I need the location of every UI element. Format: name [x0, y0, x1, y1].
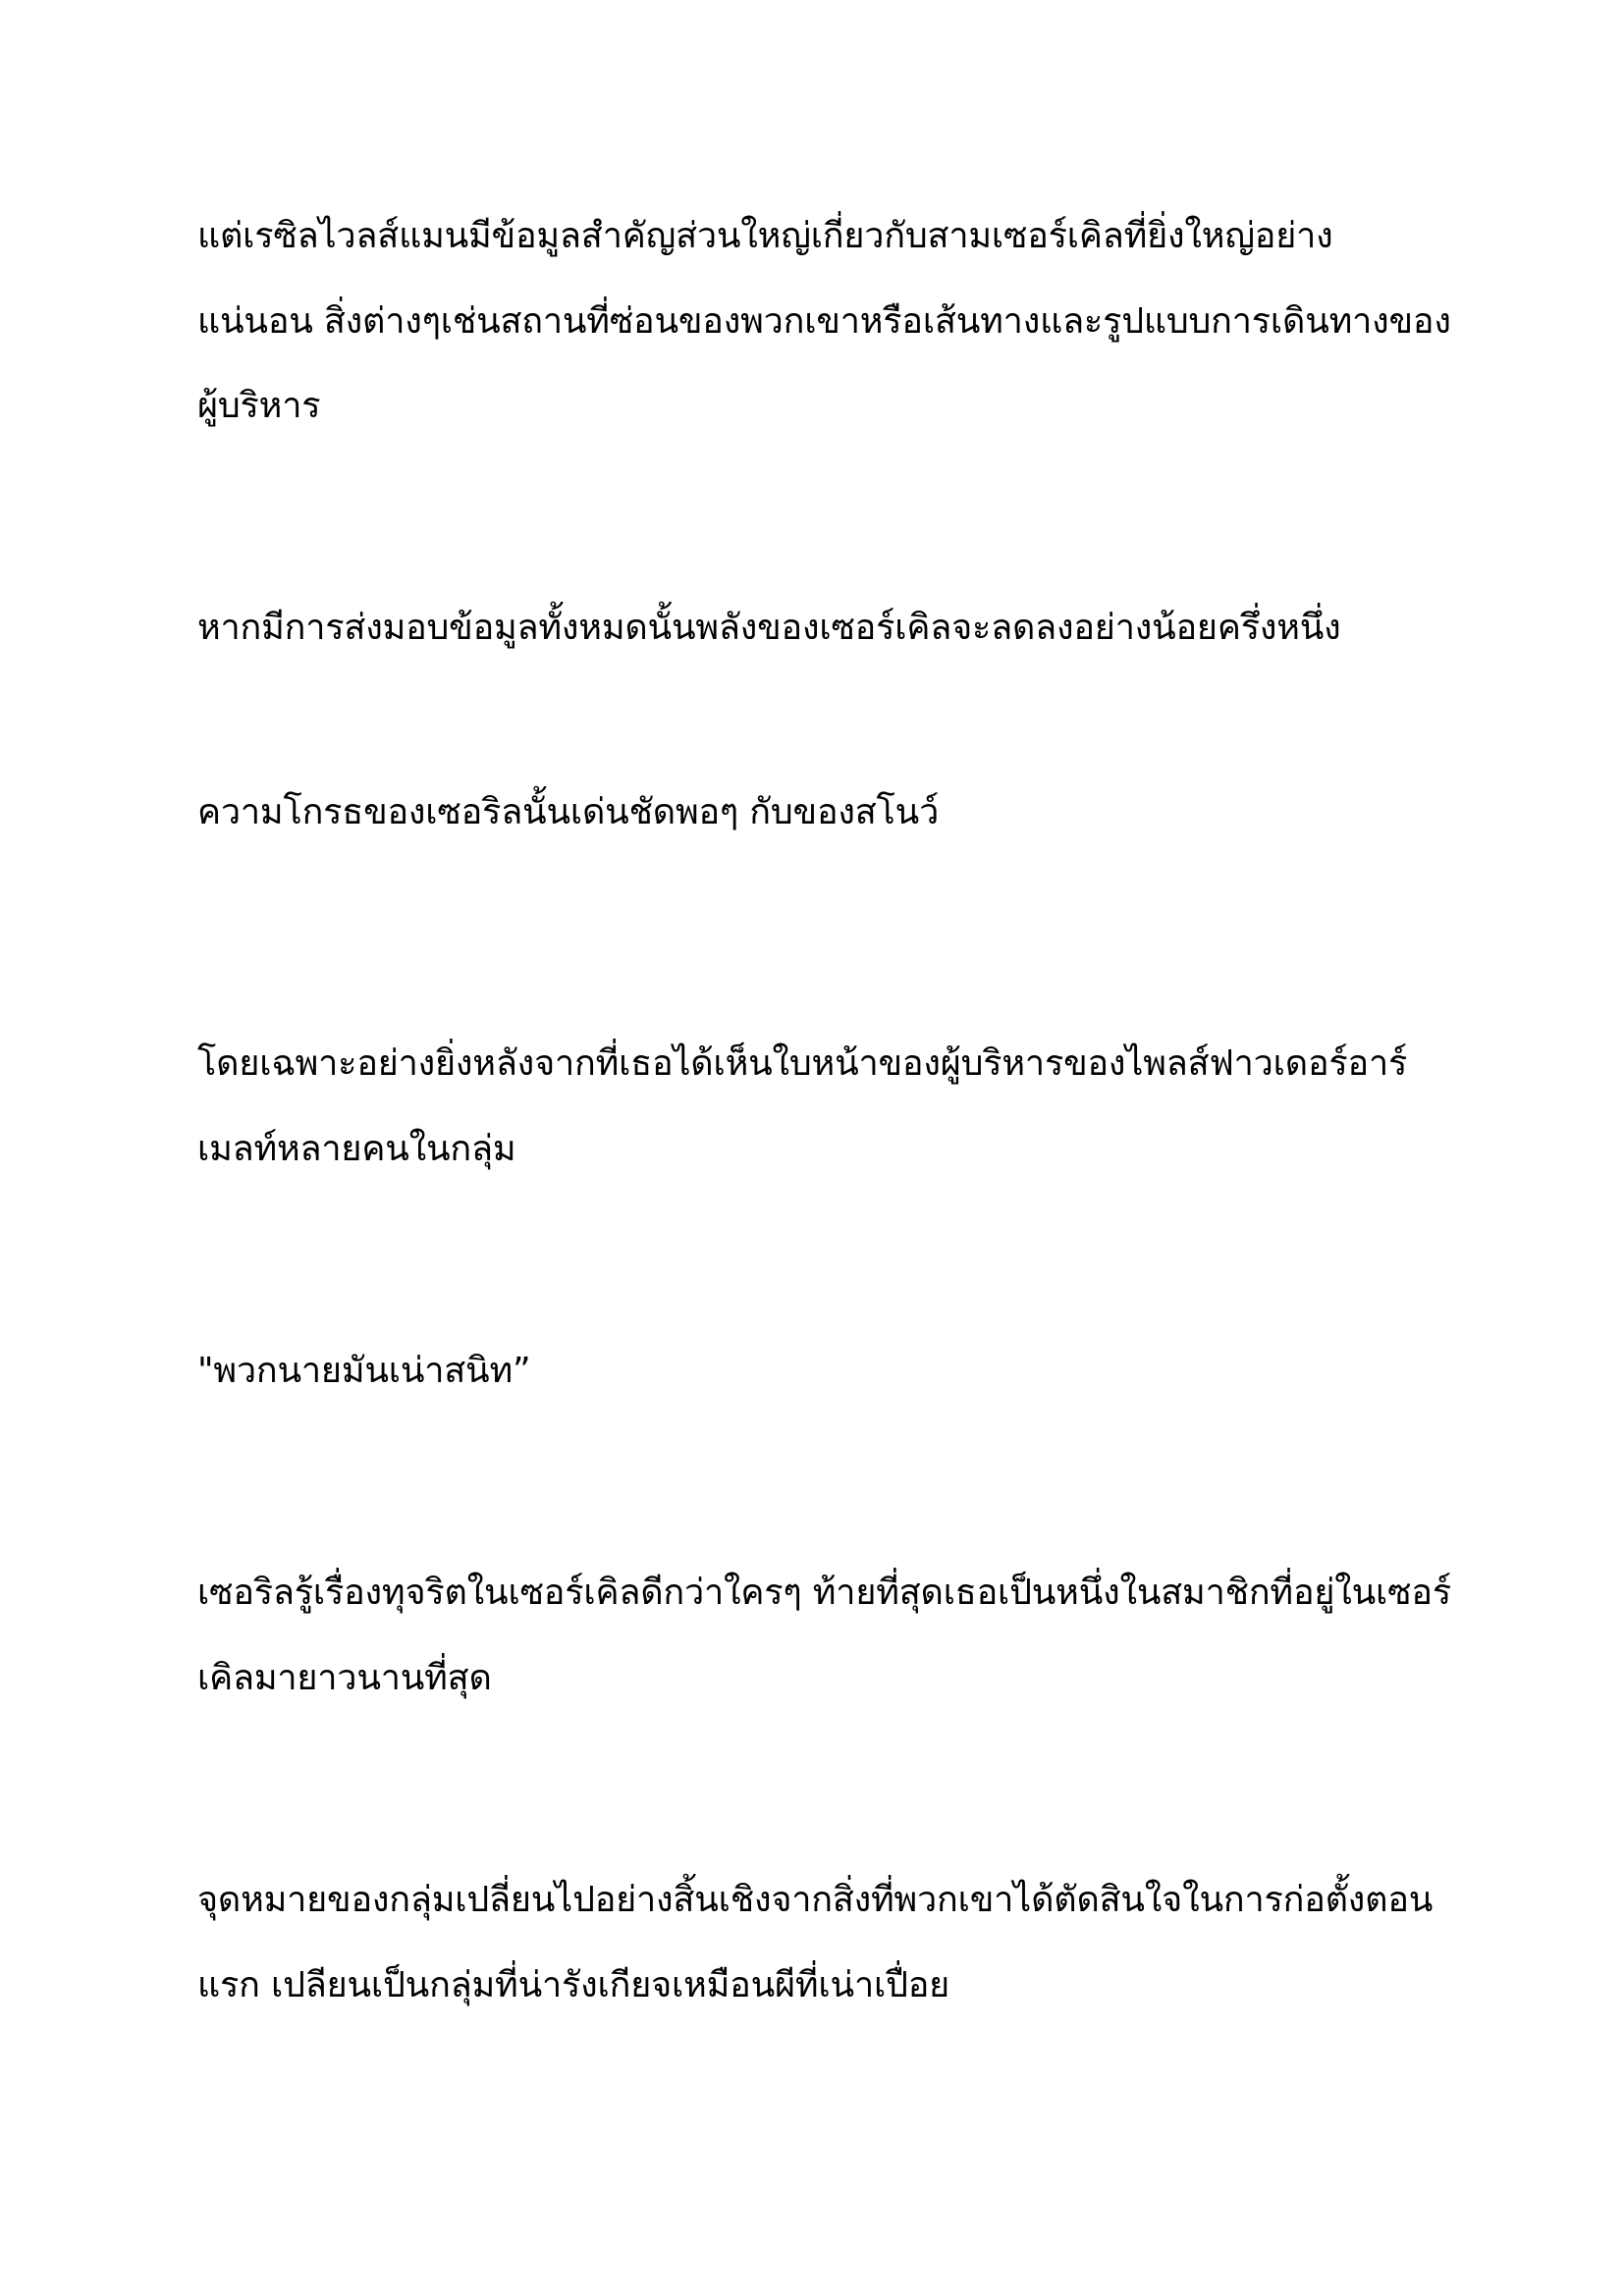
paragraph-6-line-2: เคิลมายาวนานที่สุด: [197, 1658, 492, 1698]
paragraph-5-line-1: "พวกนายมันเน่าสนิท”: [197, 1351, 531, 1391]
paragraph-2-line-1: หากมีการส่งมอบข้อมูลทั้งหมดนั้นพลังของเซอร์เคิลจะลดลงอย่างน้อยครึ่งหนึ่ง: [197, 608, 1341, 648]
paragraph-1-line-1: แต่เรซิลไวลส์แมนมีข้อมูลสำคัญส่วนใหญ่เกี่ยวกับสามเซอร์เคิลที่ยิ่งใหญ่อย่าง: [197, 216, 1333, 256]
paragraph-7-line-1: จุดหมายของกลุ่มเปลี่ยนไปอย่างสิ้นเชิงจากสิ่งที่พวกเขาได้ตัดสินใจในการก่อตั้งตอน: [197, 1880, 1434, 1920]
paragraph-3-line-1: ความโกรธของเซอริลนั้นเด่นชัดพอๆ กับของสโนว์: [197, 792, 940, 832]
paragraph-1-line-2: แน่นอน สิ่งต่างๆเช่นสถานที่ซ่อนของพวกเขาหรือเส้นทางและรูปแบบการเดินทางของ: [197, 301, 1451, 342]
paragraph-1-line-3: ผู้บริหาร: [197, 386, 321, 426]
paragraph-4-line-1: โดยเฉพาะอย่างยิ่งหลังจากที่เธอได้เห็นใบหน้าของผู้บริหารของไพลส์ฟาวเดอร์อาร์: [197, 1043, 1408, 1084]
paragraph-4-line-2: เมลท์หลายคนในกลุ่ม: [197, 1129, 516, 1169]
paragraph-6-line-1: เซอริลรู้เรื่องทุจริตในเซอร์เคิลดีกว่าใครๆ ท้ายที่สุดเธอเป็นหนึ่งในสมาชิกที่อยู่ในเซอร์: [197, 1573, 1451, 1613]
paragraph-7-line-2: แรก เปลียนเป็นกลุ่มที่น่ารังเกียจเหมือนผีที่เน่าเปื่อย: [197, 1965, 950, 2005]
